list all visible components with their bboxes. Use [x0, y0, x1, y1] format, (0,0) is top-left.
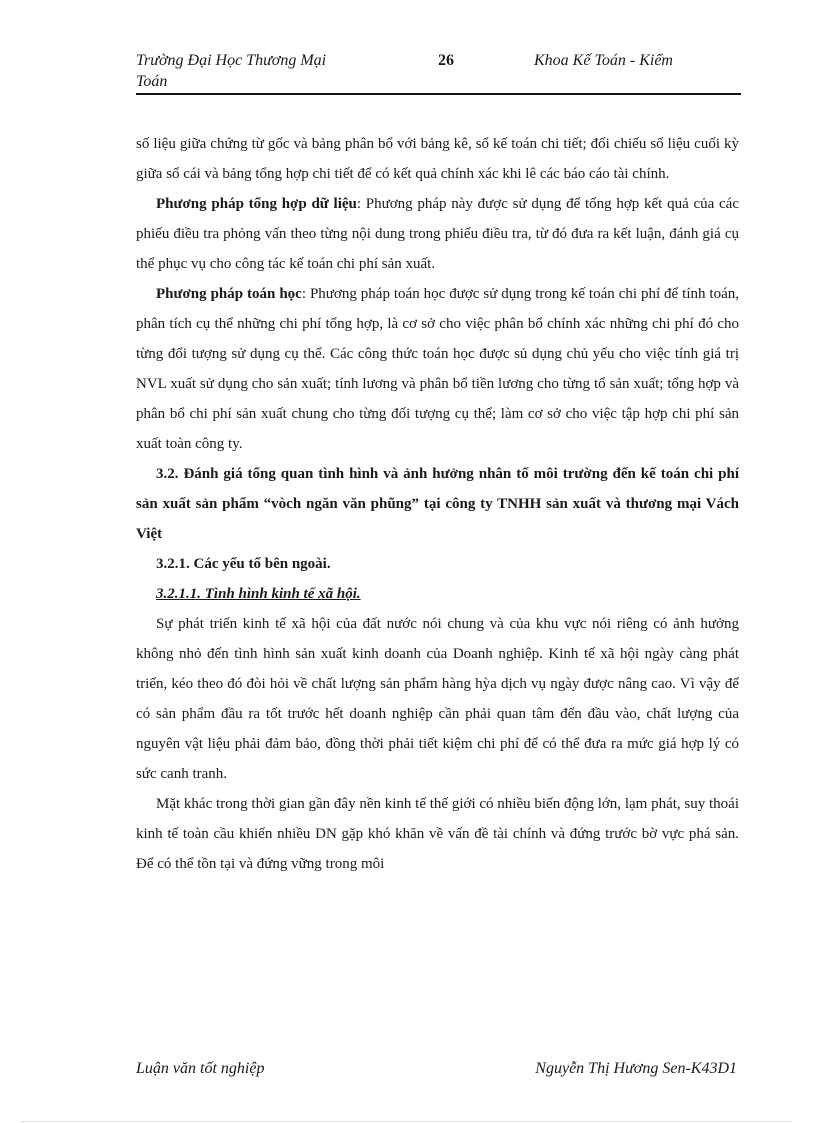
paragraph-3-label: Phương pháp toán học [156, 286, 302, 302]
footer-left: Luận văn tốt nghiệp [136, 1060, 265, 1077]
paragraph-2 [136, 189, 739, 279]
subsection-heading: 3.2.1. Các yếu tố bên ngoài. [156, 556, 331, 572]
paragraph-3 [136, 279, 739, 459]
page-header [136, 50, 740, 94]
paragraph-5: Mặt khác trong thời gian gần đây nền kinh tế thế giới có nhiều biến động lớn, lạm phát, suy thoái kinh tế toàn cầu khiến nhiều DN gặp khó khăn về vấn đề tài chính và đứng trước bờ vực phá sản. Để có thể tồn tại và đứng vững trong môi [136, 796, 739, 872]
paragraph-2-label: Phương pháp tổng hợp dữ liệu [156, 196, 357, 212]
page-number: 26 [438, 52, 454, 69]
page-footer [136, 1058, 740, 1080]
page-bottom-divider [22, 1121, 792, 1122]
paragraph-4: Sự phát triển kinh tế xã hội của đất nước nói chung và của khu vực nói riêng có ảnh hưởng không nhỏ đến tình hình sản xuất kinh doanh của Doanh nghiệp. Kinh tế xã hội ngày càng phát triển, kéo theo đó đòi hỏi về chất lượng sản phẩm hàng hỳa dịch vụ ngày được nâng cao. Vì vậy để có sản phẩm đầu ra tốt trước hết doanh nghiệp cần phải quan tâm đến đầu vào, chất lượng của nguyên vật liệu phải đảm bảo, đồng thời phải tiết kiệm chi phí để có thể đưa ra mức giá hợp lý có sức canh tranh. [136, 616, 739, 782]
paragraph-1: số liệu giữa chứng từ gốc và bảng phân bổ với bảng kê, sổ kế toán chi tiết; đối chiếu số liệu cuối kỳ giữa sổ cái và bảng tổng hợp chi tiết để có kết quả chính xác khi lê các báo cáo tài chính. [136, 136, 739, 182]
footer-right: Nguyễn Thị Hương Sen-K43D1 [535, 1060, 737, 1077]
section-heading: 3.2. Đánh giá tổng quan tình hình và ảnh hưởng nhân tố môi trường đến kế toán chi phí sản xuất sản phẩm “vòch ngăn văn phũng” tại công ty TNHH sản xuất và thương mại Vách Việt [136, 466, 739, 542]
header-rule [136, 93, 741, 95]
paragraph-3-text: : Phương pháp toán học được sử dụng trong kế toán chi phí để tính toán, phân tích cụ thể những chi phí tổng hợp, là cơ sở cho việc phân bổ chính xác những chi phí đó cho từng đối tượng sử dụng cụ thể. Các công thức toán học được sủ dụng chủ yếu cho việc tính giá trị NVL xuất sử dụng cho sản xuất; tính lương và phân bổ tiền lương cho từng tổ sản xuất; tổng hợp và phân bổ chi phí sản xuất chung cho từng đối tượng cụ thể; làm cơ sở cho việc tập hợp chi phí sản xuất toàn công ty. [136, 286, 739, 452]
header-department: Khoa Kế Toán - Kiểm [534, 52, 673, 69]
document-body [136, 129, 739, 879]
paragraph-2-text: : Phương pháp này được sử dụng để tổng hợp kết quả của các phiếu điều tra phỏng vấn theo từng nội dung trong phiếu điều tra, từ đó đưa ra kết luận, đánh giá cụ thể phục vụ cho công tác kế toán chi phí sản xuất. [136, 196, 739, 272]
subsubsection-heading: 3.2.1.1. Tình hình kinh tế xã hội. [156, 586, 361, 602]
header-school: Trường Đại Học Thương Mại [136, 52, 327, 69]
header-department-continued: Toán [136, 73, 168, 90]
